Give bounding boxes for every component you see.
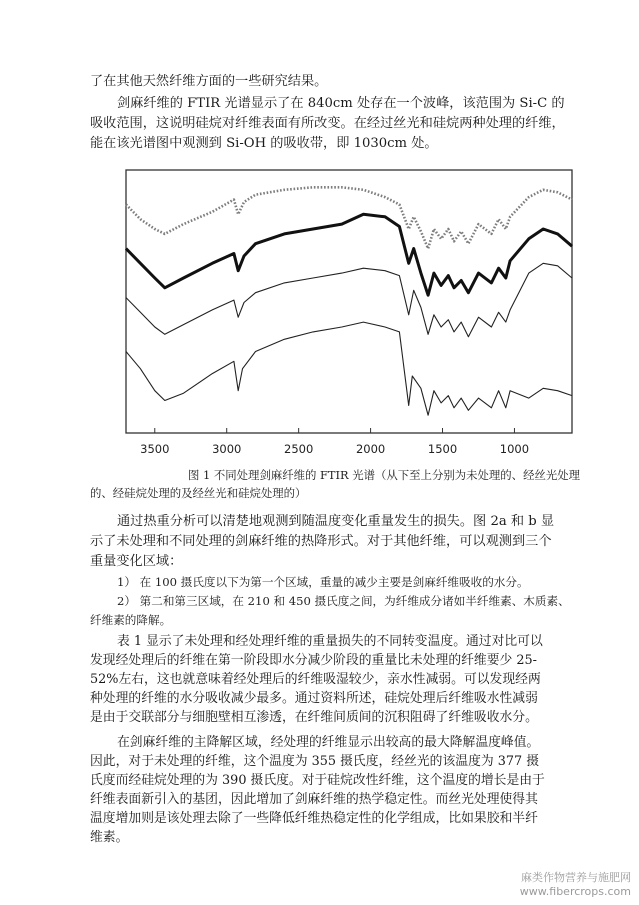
x-tick-label-2000: 2000 [355, 442, 386, 456]
intro-line-3: 吸收范围，这说明硅烷对纤维表面有所改变。在经过丝光和硅烷两种处理的纤维， [90, 116, 565, 131]
list-item-1: 1） 在 100 摄氏度以下为第一个区域，重量的减少主要是剑麻纤维吸收的水分。 [117, 575, 529, 589]
intro-line-4: 能在该光谱图中观测到 Si-OH 的吸收带，即 1030cm 处。 [90, 136, 438, 151]
site-watermark [520, 871, 631, 899]
ftir-spectrum-chart [124, 168, 574, 463]
body-paragraph-3: 在剑麻纤维的主降解区域，经处理的纤维显示出较高的最大降解温度峰值。因此，对于未处理的纤维，这个温度为 355 摄氏度，经丝光的该温度为 377 摄氏度而经硅烷处理的为 390 摄氏度。对于硅烷改性纤维，这个温度的增长是由于纤维表面新引入的基团，因此增加了剑麻纤维的热学稳定性。而丝光处理使得其温度增加则是该处理去除了一些降低纤维热稳定性的化学组成，比如果胶和半纤维素。 [90, 735, 545, 845]
list-item-2-line-2: 纤维素的降解。 [90, 613, 172, 627]
watermark-line-1: 麻类作物营养与施肥网 [521, 871, 631, 884]
list-item-2-line-1: 2） 第二和第三区域，在 210 和 450 摄氏度之间，为纤维成分诸如半纤维素、木质素、 [117, 594, 570, 608]
x-tick-label-3500: 3500 [140, 442, 170, 456]
chart-frame [126, 170, 572, 433]
figure-caption-line-1: 图 1 不同处理剑麻纤维的 FTIR 光谱（从下至上分别为未处理的、经丝光处理 [188, 468, 581, 482]
body-paragraph-2: 表 1 显示了未处理和经处理纤维的重量损失的不同转变温度。通过对比可以发现经处理后的纤维在第一阶段即水分减少阶段的重量比未处理的纤维要少 25-52%左右，这也就意味着经处理后的纤维吸湿较少，亲水性减弱。可以发现经两种处理的纤维的水分吸收减少最多。通过资料所述，硅烷处理后纤维吸水性减弱是由于交联部分与细胞壁相互渗透，在纤维间质间的沉积阻碍了纤维吸收水分。 [90, 634, 543, 725]
x-tick-label-2500: 2500 [284, 442, 314, 456]
watermark-line-2: www.fibercrops.com [519, 885, 631, 898]
body-p1-line-2: 示了未处理和不同处理的剑麻纤维的热降形式。对于其他纤维，可以观测到三个 [90, 534, 552, 549]
figure-caption-line-2: 的、经硅烷处理的及经丝光和硅烷处理的） [90, 486, 307, 500]
body-p1-line-1: 通过热重分析可以清楚地观测到随温度变化重量发生的损失。图 2a 和 b 显 [117, 514, 555, 529]
x-tick-label-3000: 3000 [212, 442, 242, 456]
spectrum-series-3 [126, 214, 572, 295]
x-tick-label-1500: 1500 [427, 442, 458, 456]
spectrum-series-1 [126, 322, 572, 415]
intro-line-2: 剑麻纤维的 FTIR 光谱显示了在 840cm 处存在一个波峰，该范围为 Si-C 的 [117, 96, 565, 111]
spectrum-series-4 [126, 187, 572, 248]
x-tick-label-1000: 1000 [499, 442, 530, 456]
intro-line-1: 了在其他天然纤维方面的一些研究结果。 [90, 74, 328, 89]
body-p1-line-3: 重量变化区域： [90, 554, 183, 569]
